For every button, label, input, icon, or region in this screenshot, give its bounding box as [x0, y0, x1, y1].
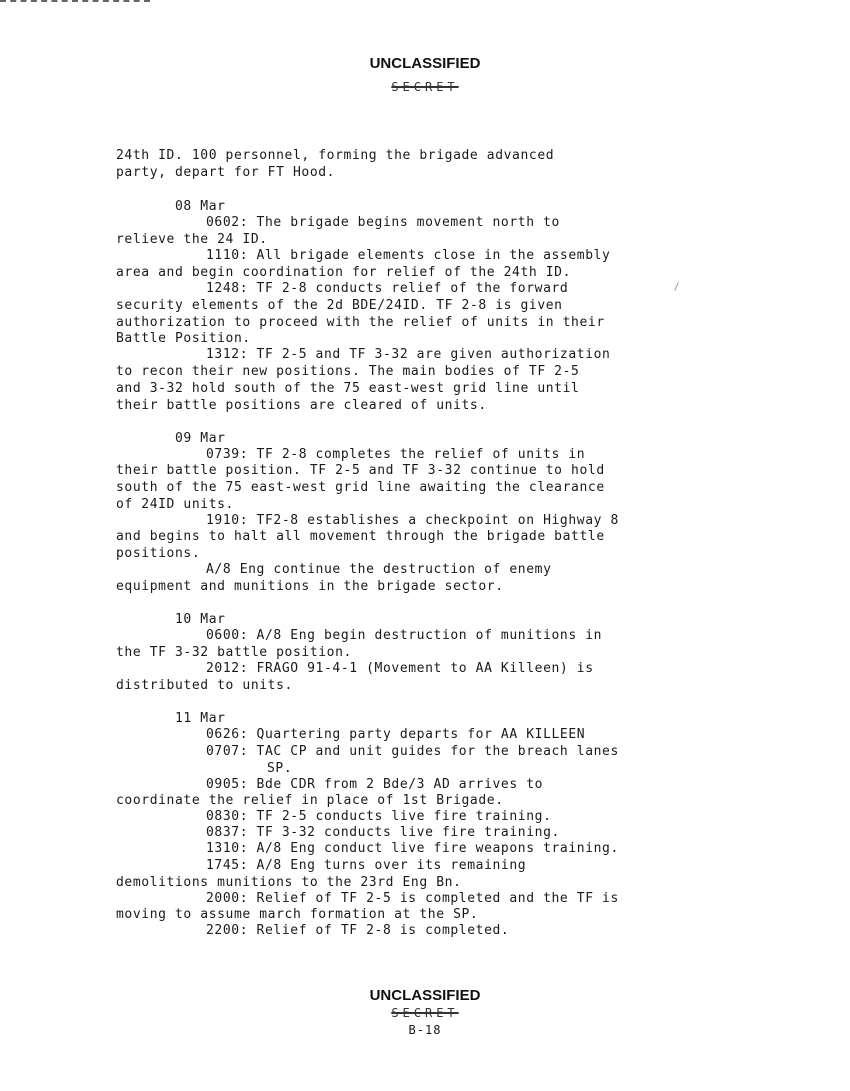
- text-line: 2012: FRAGO 91-4-1 (Movement to AA Killeen) is: [206, 661, 594, 676]
- text-line: and begins to halt all movement through the brigade battle: [116, 529, 605, 544]
- text-line: positions.: [116, 546, 201, 561]
- text-line: security elements of the 2d BDE/24ID. TF 2-8 is given: [116, 298, 563, 313]
- date-heading: 09 Mar: [175, 431, 226, 446]
- text-line: demolitions munitions to the 23rd Eng Bn.: [116, 875, 462, 890]
- text-line: party, depart for FT Hood.: [116, 165, 336, 180]
- footer-secret-marking: SECRET: [391, 1006, 459, 1020]
- text-line: 0830: TF 2-5 conducts live fire training.: [206, 809, 552, 824]
- text-line: 0837: TF 3-32 conducts live fire training.: [206, 825, 560, 840]
- date-heading: 10 Mar: [175, 612, 226, 627]
- scan-edge-mark: [0, 0, 150, 2]
- text-line: equipment and munitions in the brigade sector.: [116, 579, 504, 594]
- date-heading: 11 Mar: [175, 711, 226, 726]
- text-line: 1110: All brigade elements close in the assembly: [206, 248, 611, 263]
- text-line: 0739: TF 2-8 completes the relief of units in: [206, 447, 586, 462]
- page-number: B-18: [408, 1023, 442, 1037]
- text-line: of 24ID units.: [116, 497, 234, 512]
- text-line: south of the 75 east-west grid line awaiting the clearance: [116, 480, 605, 495]
- date-heading: 08 Mar: [175, 199, 226, 214]
- text-line: and 3-32 hold south of the 75 east-west grid line until: [116, 381, 580, 396]
- text-line: 2000: Relief of TF 2-5 is completed and the TF is: [206, 891, 619, 906]
- text-line: their battle position. TF 2-5 and TF 3-32 continue to hold: [116, 463, 605, 478]
- text-line: 0905: Bde CDR from 2 Bde/3 AD arrives to: [206, 777, 544, 792]
- text-line: 2200: Relief of TF 2-8 is completed.: [206, 923, 510, 938]
- text-line: 0600: A/8 Eng begin destruction of munitions in: [206, 628, 603, 643]
- header-classification: UNCLASSIFIED: [369, 55, 481, 72]
- text-line: 1745: A/8 Eng turns over its remaining: [206, 858, 527, 873]
- text-line: to recon their new positions. The main bodies of TF 2-5: [116, 364, 580, 379]
- text-line: 0602: The brigade begins movement north to: [206, 215, 560, 230]
- text-line: 1248: TF 2-8 conducts relief of the forward: [206, 281, 569, 296]
- text-line: 1310: A/8 Eng conduct live fire weapons training.: [206, 841, 619, 856]
- text-line: 0707: TAC CP and unit guides for the breach lanes: [206, 744, 619, 759]
- text-line: relieve the 24 ID.: [116, 232, 268, 247]
- footer-classification: UNCLASSIFIED: [369, 987, 481, 1004]
- text-line: 1910: TF2-8 establishes a checkpoint on Highway 8: [206, 513, 619, 528]
- text-line: SP.: [267, 761, 293, 776]
- text-line: area and begin coordination for relief of the 24th ID.: [116, 265, 572, 280]
- text-line: distributed to units.: [116, 678, 293, 693]
- text-line: Battle Position.: [116, 331, 251, 346]
- text-line: 0626: Quartering party departs for AA KILLEEN: [206, 727, 586, 742]
- text-line: the TF 3-32 battle position.: [116, 645, 352, 660]
- text-line: 1312: TF 2-5 and TF 3-32 are given authorization: [206, 347, 611, 362]
- text-line: 24th ID. 100 personnel, forming the brigade advanced: [116, 148, 555, 163]
- stray-mark: [674, 282, 679, 291]
- text-line: moving to assume march formation at the SP.: [116, 907, 479, 922]
- text-line: authorization to proceed with the relief of units in their: [116, 315, 605, 330]
- text-line: their battle positions are cleared of units.: [116, 398, 487, 413]
- text-line: coordinate the relief in place of 1st Brigade.: [116, 793, 504, 808]
- text-line: A/8 Eng continue the destruction of enemy: [206, 562, 552, 577]
- header-secret-marking: SECRET: [391, 80, 459, 94]
